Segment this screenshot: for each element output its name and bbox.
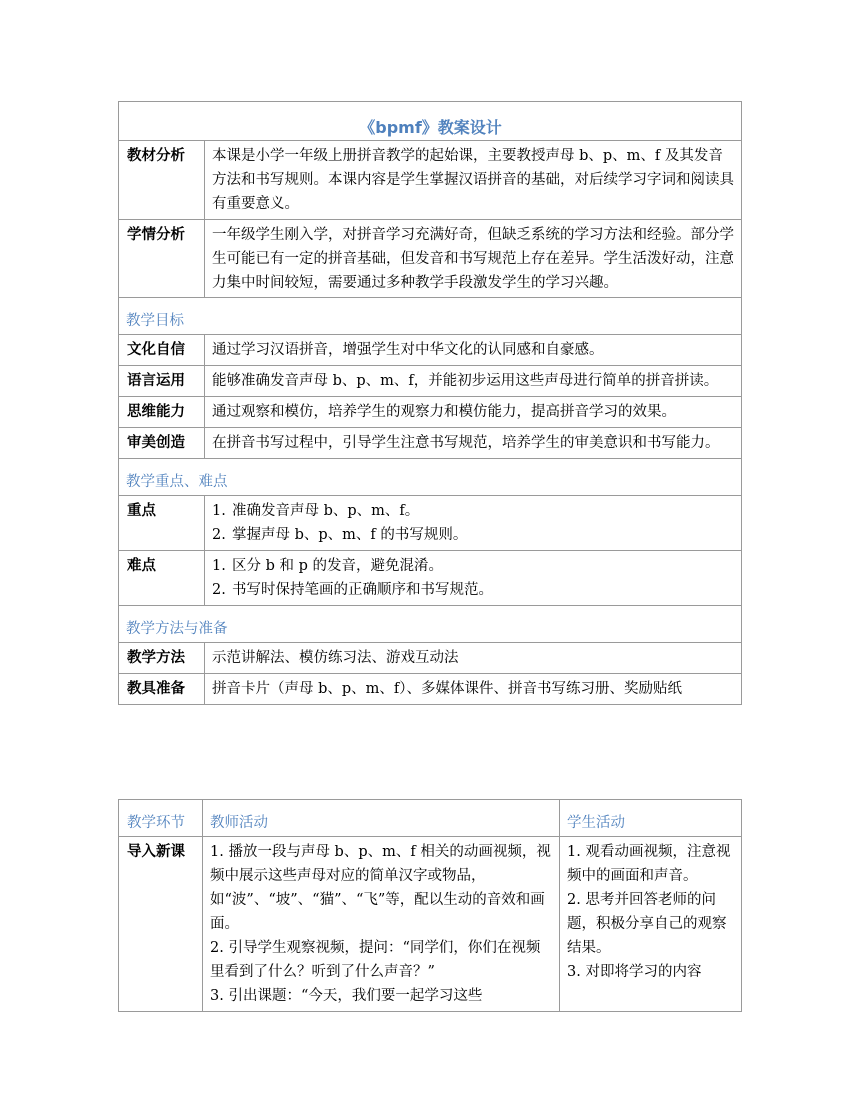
activity-item: 2. 思考并回答老师的问题，积极分享自己的观察结果。: [567, 892, 727, 956]
row-label: 导入新课: [119, 837, 203, 1012]
list-number: 1.: [212, 558, 226, 574]
column-header-stage: 教学环节: [119, 800, 203, 837]
row-label: 教具准备: [119, 674, 205, 705]
activity-item: 3. 对即将学习的内容: [567, 964, 702, 980]
process-header-row: [119, 800, 742, 837]
goal-row: [119, 335, 742, 366]
activity-item: 3. 引出课题：“今天，我们要一起学习这些: [210, 988, 483, 1004]
activity-item: 2. 引导学生观察视频，提问：“同学们，你们在视频里看到了什么？听到了什么声音？”: [210, 940, 541, 980]
student-activity: [560, 837, 742, 1012]
row-content: 本课是小学一年级上册拼音教学的起始课，主要教授声母 b、p、m、f 及其发音方法和书写规则。本课内容是学生掌握汉语拼音的基础，对后续学习字词和阅读具有重要意义。: [205, 141, 742, 220]
row-content: 示范讲解法、模仿练习法、游戏互动法: [205, 643, 742, 674]
row-content: 拼音卡片（声母 b、p、m、f）、多媒体课件、拼音书写练习册、奖励贴纸: [205, 674, 742, 705]
list-number: 1.: [212, 503, 226, 519]
column-header-student: 学生活动: [560, 800, 742, 837]
section-header-goals: 教学目标: [119, 298, 742, 335]
section-header-methods: 教学方法与准备: [119, 606, 742, 643]
row-content: 通过观察和模仿，培养学生的观察力和模仿能力，提高拼音学习的效果。: [205, 397, 742, 428]
row-label: 思维能力: [119, 397, 205, 428]
row-content: [205, 551, 742, 606]
goal-row: [119, 428, 742, 459]
row-content: 能够准确发音声母 b、p、m、f，并能初步运用这些声母进行简单的拼音拼读。: [205, 366, 742, 397]
row-label: 重点: [119, 496, 205, 551]
list-item: [212, 499, 735, 523]
list-number: 2.: [212, 582, 226, 598]
method-row: [119, 674, 742, 705]
row-content: 在拼音书写过程中，引导学生注意书写规范，培养学生的审美意识和书写能力。: [205, 428, 742, 459]
row-label: 文化自信: [119, 335, 205, 366]
method-row: [119, 643, 742, 674]
analysis-row: [119, 141, 742, 220]
list-text: 区分 b 和 p 的发音，避免混淆。: [232, 558, 443, 574]
row-label: 语言运用: [119, 366, 205, 397]
list-item: [212, 523, 735, 547]
list-text: 书写时保持笔画的正确顺序和书写规范。: [232, 582, 493, 598]
row-label: 难点: [119, 551, 205, 606]
row-content: 一年级学生刚入学，对拼音学习充满好奇，但缺乏系统的学习方法和经验。部分学生可能已有一定的拼音基础，但发音和书写规范上存在差异。学生活泼好动，注意力集中时间较短，需要通过多种教学手段激发学生的学习兴趣。: [205, 220, 742, 298]
goal-row: [119, 397, 742, 428]
list-text: 准确发音声母 b、p、m、f。: [232, 503, 420, 519]
section-header-row: [119, 459, 742, 496]
lesson-plan-table: [118, 101, 742, 705]
row-label: 审美创造: [119, 428, 205, 459]
activity-item: 1. 播放一段与声母 b、p、m、f 相关的动画视频，视频中展示这些声母对应的简单汉字或物品，如“波”、“坡”、“猫”、“飞”等，配以生动的音效和画面。: [210, 844, 551, 932]
column-header-teacher: 教师活动: [203, 800, 560, 837]
row-label: 教材分析: [119, 141, 205, 220]
row-label: 教学方法: [119, 643, 205, 674]
section-header-row: [119, 298, 742, 335]
list-number: 2.: [212, 527, 226, 543]
goal-row: [119, 366, 742, 397]
process-row: [119, 837, 742, 1012]
keypoint-row: [119, 551, 742, 606]
section-header-keypoints: 教学重点、难点: [119, 459, 742, 496]
teaching-process-table: [118, 799, 742, 1012]
teacher-activity: [203, 837, 560, 1012]
list-item: [212, 554, 735, 578]
keypoint-row: [119, 496, 742, 551]
list-item: [212, 578, 735, 602]
list-text: 掌握声母 b、p、m、f 的书写规则。: [232, 527, 468, 543]
analysis-row: [119, 220, 742, 298]
row-content: [205, 496, 742, 551]
title-row: [119, 102, 742, 141]
section-header-row: [119, 606, 742, 643]
activity-item: 1. 观看动画视频，注意视频中的画面和声音。: [567, 844, 731, 884]
document-title: 《bpmf》教案设计: [119, 102, 742, 141]
row-content: 通过学习汉语拼音，增强学生对中华文化的认同感和自豪感。: [205, 335, 742, 366]
row-label: 学情分析: [119, 220, 205, 298]
